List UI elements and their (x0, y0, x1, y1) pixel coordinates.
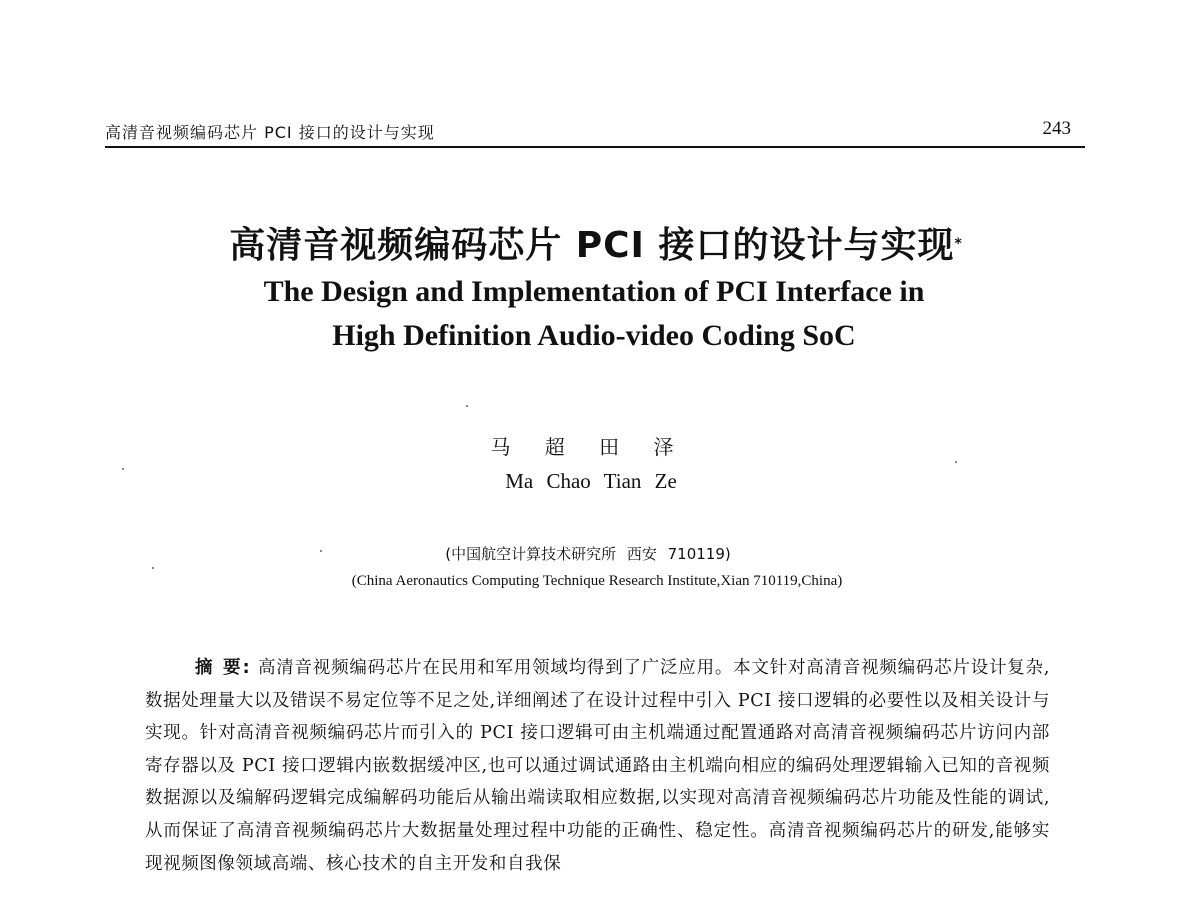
authors-english: Ma Chao Tian Ze (505, 469, 677, 493)
affiliation-chinese: (中国航空计算技术研究所 西安 710119) (445, 545, 731, 563)
title-english-line1: The Design and Implementation of PCI Interface in (263, 275, 925, 308)
running-title: 高清音视频编码芯片 PCI 接口的设计与实现 (105, 123, 435, 142)
scan-speck (466, 405, 468, 407)
scan-speck (955, 461, 957, 463)
page-number: 243 (1042, 118, 1071, 139)
abstract-label: 摘 要: (195, 658, 252, 678)
scan-speck (320, 550, 322, 552)
running-header (105, 116, 1085, 148)
abstract-text: 高清音视频编码芯片在民用和军用领域均得到了广泛应用。本文针对高清音视频编码芯片设计复杂,数据处理量大以及错误不易定位等不足之处,详细阐述了在设计过程中引入 PCI 接口逻辑的必要性以及相关设计与实现。针对高清音视频编码芯片而引入的 PCI 接口逻辑可由主机端通过配置通路对高清音视频编码芯片访问内部寄存器以及 PCI 接口逻辑内嵌数据缓冲区,也可以通过调试通路由主机端向相应的编码处理逻辑输入已知的音视频数据源以及编解码逻辑完成编解码功能后从输出端读取相应数据,以实现对高清音视频编码芯片功能及性能的调试,从而保证了高清音视频编码芯片大数据量处理过程中功能的正确性、稳定性。高清音视频编码芯片的研发,能够实现视频图像领域高端、核心技术的自主开发和自我保 (145, 658, 1050, 874)
abstract (145, 652, 1050, 880)
title-chinese (0, 222, 1200, 270)
scan-speck (122, 468, 124, 470)
affiliation-block (0, 541, 1200, 595)
scan-speck (152, 567, 154, 569)
title-chinese-text: 高清音视频编码芯片 PCI 接口的设计与实现 (229, 225, 955, 266)
title-block (0, 222, 1200, 358)
footnote-mark: * (954, 236, 963, 252)
authors-chinese: 马 超 田 泽 (490, 435, 688, 459)
title-english-line2: High Definition Audio-video Coding SoC (332, 319, 856, 352)
affiliation-english: (China Aeronautics Computing Technique Research Institute,Xian 710119,China) (351, 573, 843, 589)
authors-block (0, 433, 1200, 497)
